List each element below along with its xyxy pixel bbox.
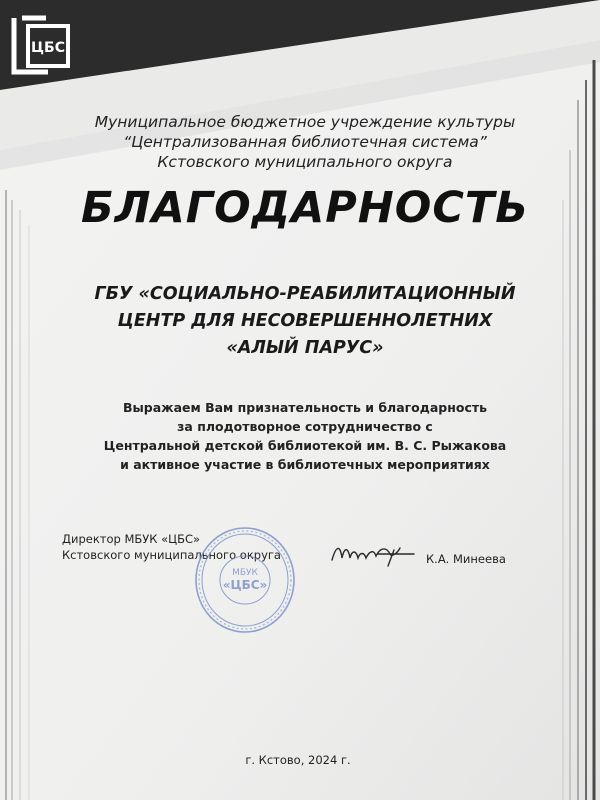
place-and-year-text: г. Кстово, 2024 г. xyxy=(245,753,351,767)
recipient-name xyxy=(60,281,550,362)
document-title: БЛАГОДАРНОСТЬ xyxy=(80,183,530,233)
recipient-line: ГБУ «СОЦИАЛЬНО-РЕАБИЛИТАЦИОННЫЙ xyxy=(94,284,516,304)
message-line: и активное участие в библиотечных мероприятиях xyxy=(120,457,490,472)
signatory-position-line: Директор МБУК «ЦБС» xyxy=(62,532,201,546)
organization-line: “Централизованная библиотечная система” xyxy=(123,133,487,151)
handwritten-signature xyxy=(328,540,418,568)
recipient-line: «АЛЫЙ ПАРУС» xyxy=(226,338,384,358)
message-line: за плодотворное сотрудничество с xyxy=(177,419,433,434)
signatory-name: К.А. Минеева xyxy=(426,552,506,566)
official-stamp xyxy=(193,525,297,635)
place-and-year xyxy=(0,753,600,767)
organization-line: Кстовского муниципального округа xyxy=(157,153,453,171)
message-line: Центральной детской библиотекой им. В. С. Рыжакова xyxy=(103,438,507,453)
stamp-text: МБУК xyxy=(232,568,258,578)
stamp-text: «ЦБС» xyxy=(222,578,268,592)
message-line: Выражаем Вам признательность и благодарность xyxy=(122,400,488,415)
organization-line: Муниципальное бюджетное учреждение культуры xyxy=(94,113,516,131)
recipient-line: ЦЕНТР ДЛЯ НЕСОВЕРШЕННОЛЕТНИХ xyxy=(117,311,493,331)
organization-name xyxy=(60,112,550,172)
cbs-logo xyxy=(8,10,78,80)
gratitude-message xyxy=(60,398,550,474)
signatory-position-line: Кстовского муниципального округа xyxy=(62,548,281,562)
logo-text: ЦБС xyxy=(31,40,65,56)
